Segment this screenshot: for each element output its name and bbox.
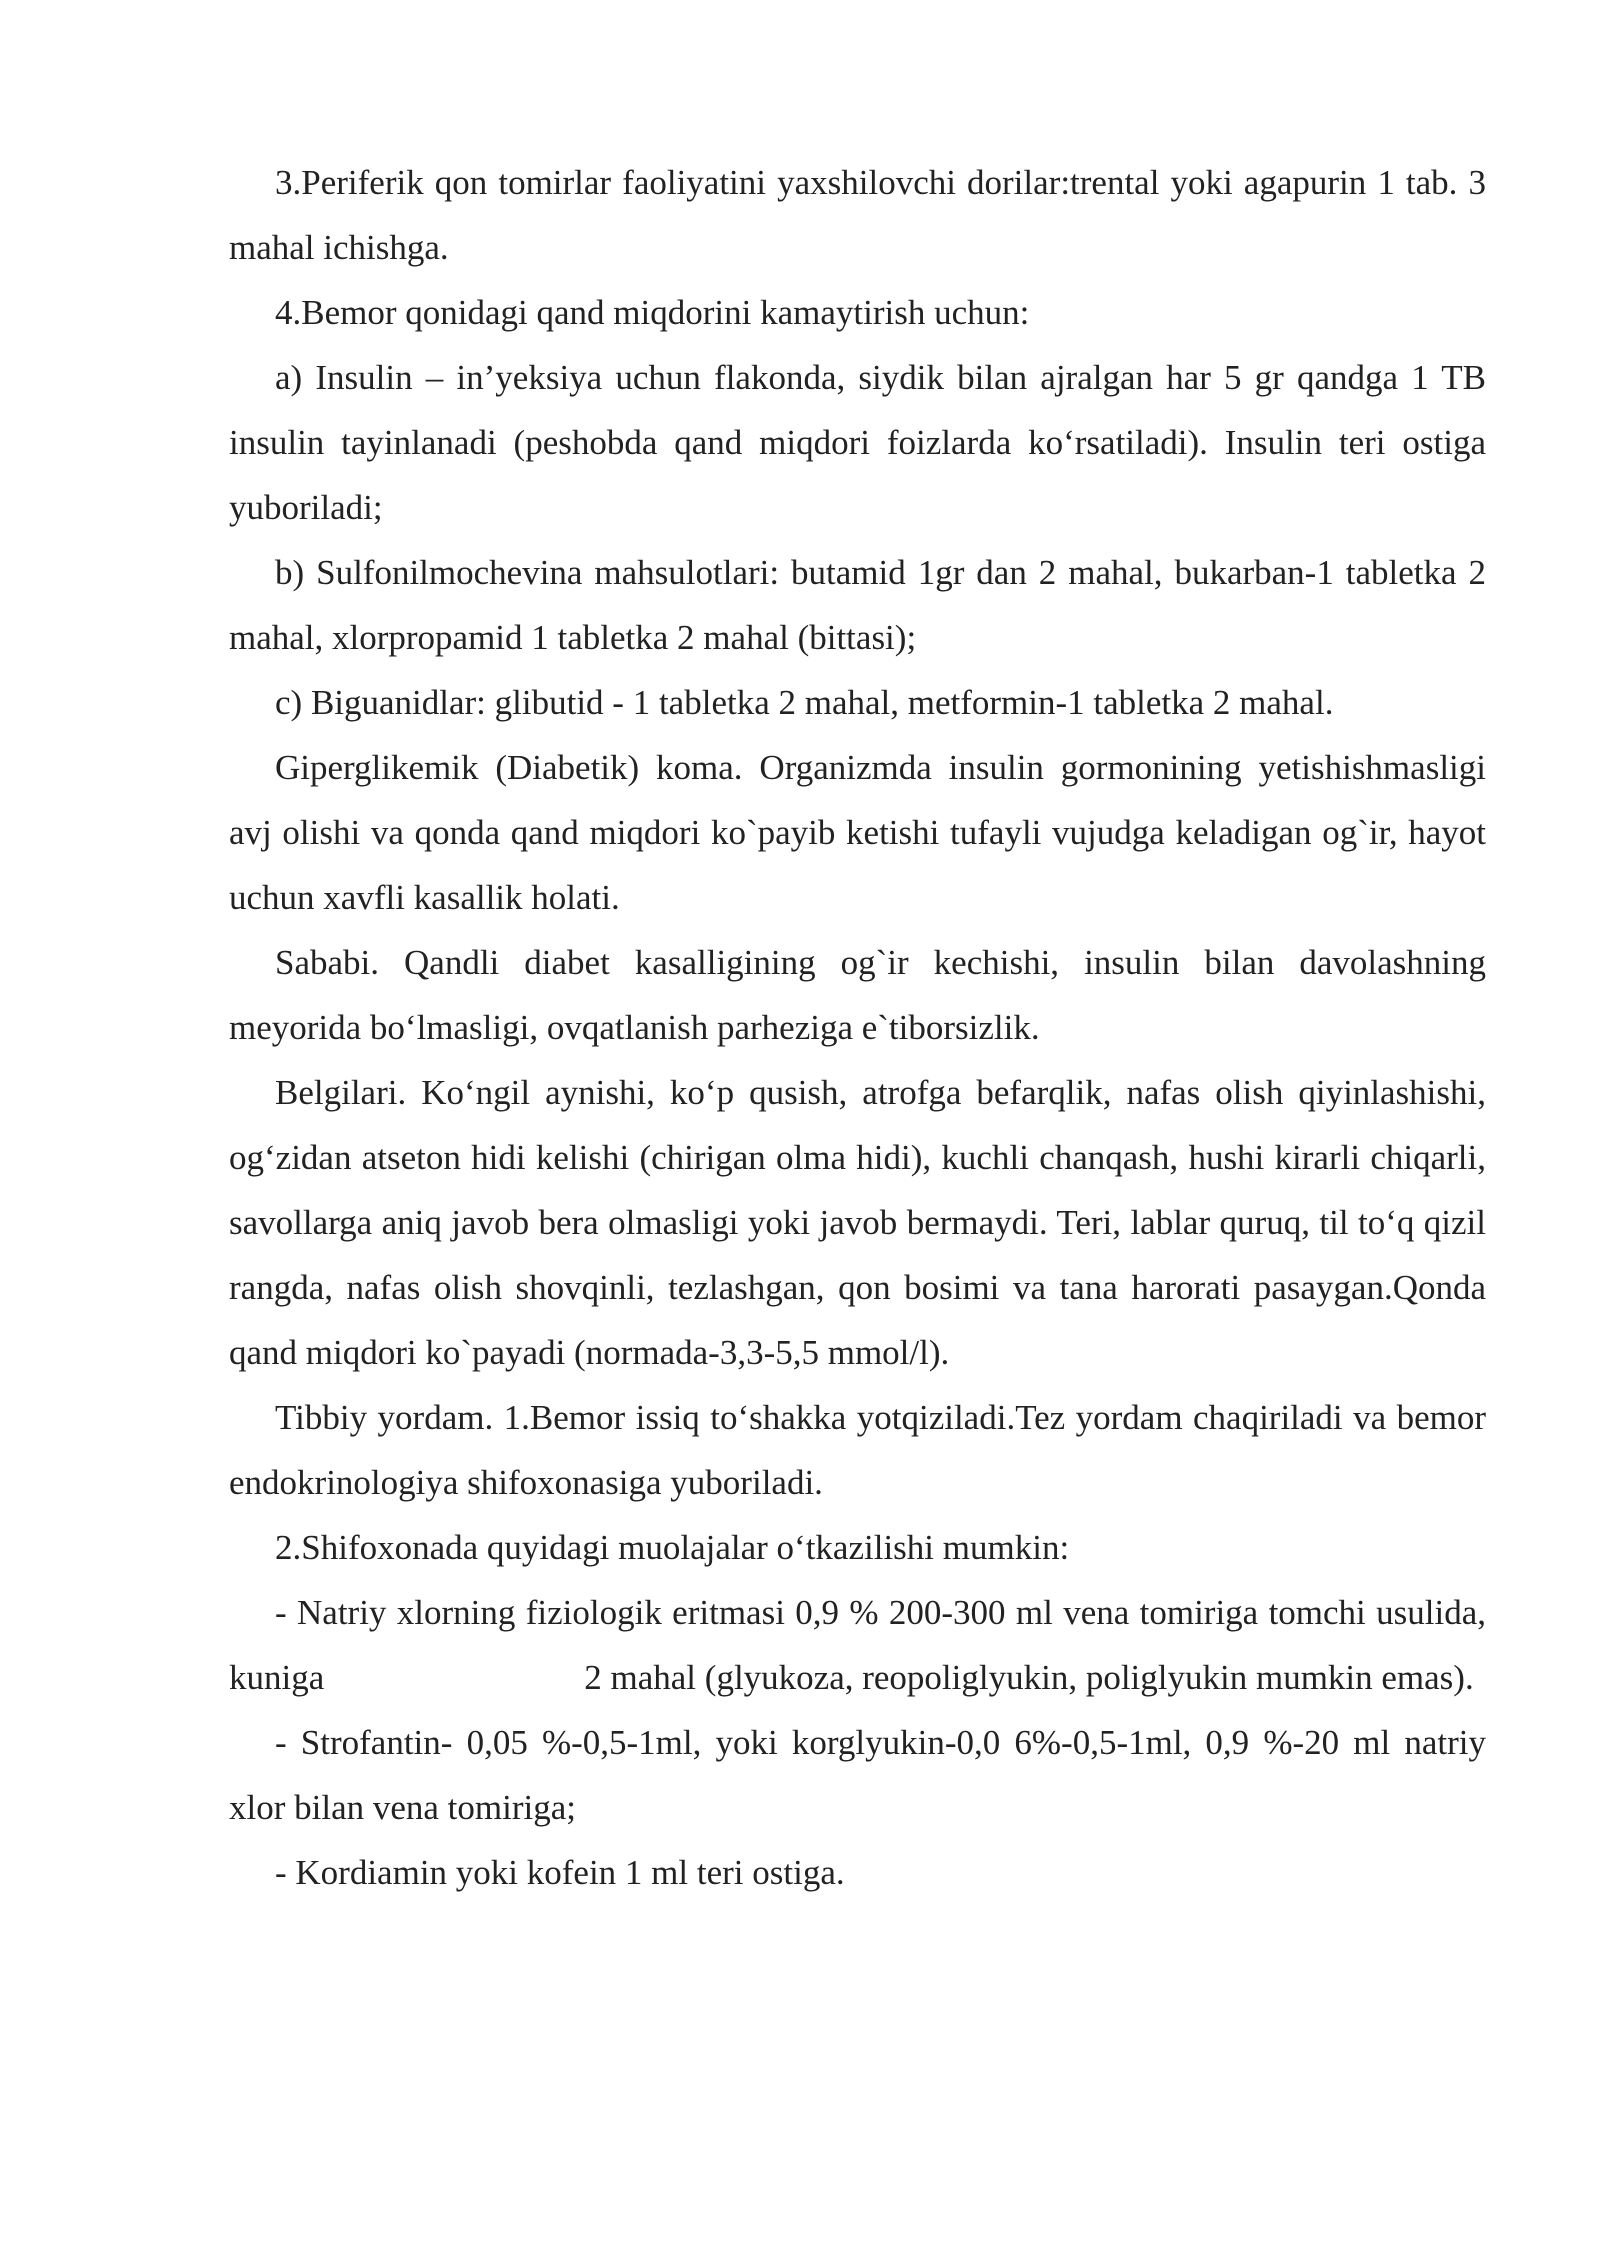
- paragraph-biguanidlar: c) Biguanidlar: glibutid - 1 tabletka 2 mahal, metformin-1 tabletka 2 mahal.: [275, 683, 1334, 722]
- paragraph-strofantin: - Strofantin- 0,05 %-0,5-1ml, yoki korglyukin-0,0 6%-0,5-1ml, 0,9 %-20 ml natriy xlor bilan vena tomiriga;: [229, 1723, 1486, 1827]
- paragraph-sulfonilmochevina: b) Sulfonilmochevina mahsulotlari: butamid 1gr dan 2 mahal, bukarban-1 tabletka 2 mahal, xlorpropamid 1 tabletka 2 mahal (bittasi);: [229, 553, 1486, 657]
- paragraph-giperglikemik-koma: Giperglikemik (Diabetik) koma. Organizmda insulin gormonining yetishishmasligi avj olishi va qonda qand miqdori ko`payib ketishi tufayli vujudga keladigan og`ir, hayot uchun xavfli kasallik holati.: [229, 748, 1486, 917]
- paragraph-natriy-xlor: [229, 1580, 1486, 1710]
- paragraph-belgilari: Belgilari. Ko‘ngil aynishi, ko‘p qusish, atrofga befarqlik, nafas olish qiyinlashishi, og‘zidan atseton hidi kelishi (chirigan olma hidi), kuchli chanqash, hushi kirarli chiqarli, savollarga aniq javob bera olmasligi yoki javob bermaydi. Teri, lablar quruq, til to‘q qizil rangda, nafas olish shovqinli, tezlashgan, qon bosimi va tana harorati pasaygan.Qonda qand miqdori ko`payadi (normada-3,3-5,5 mmol/l).: [229, 1073, 1486, 1372]
- natriy-text-end: 2 mahal (glyukoza, reopoliglyukin, poliglyukin mumkin emas).: [584, 1658, 1474, 1697]
- paragraph-shifoxona-muolajalar: 2.Shifoxonada quyidagi muolajalar o‘tkazilishi mumkin:: [275, 1528, 1070, 1567]
- paragraph-tibbiy-yordam: Tibbiy yordam. 1.Bemor issiq to‘shakka yotqiziladi.Tez yordam chaqiriladi va bemor endokrinologiya shifoxonasiga yuboriladi.: [229, 1398, 1486, 1502]
- document-page: [229, 150, 1486, 1905]
- paragraph-insulin: a) Insulin – in’yeksiya uchun flakonda, siydik bilan ajralgan har 5 gr qandga 1 TB insulin tayinlanadi (peshobda qand miqdori foizlarda ko‘rsatiladi). Insulin teri ostiga yuboriladi;: [229, 358, 1486, 527]
- paragraph-periferik: 3.Periferik qon tomirlar faoliyatini yaxshilovchi dorilar:trental yoki agapurin 1 tab. 3 mahal ichishga.: [229, 163, 1486, 267]
- paragraph-qand-kamaytirish: 4.Bemor qonidagi qand miqdorini kamaytirish uchun:: [275, 293, 1030, 332]
- natriy-text-start: - Natriy xlorning fiziologik eritmasi 0,9 % 200-300 ml vena tomiriga tomchi usulida, kuniga: [229, 1593, 1486, 1697]
- paragraph-kordiamin: - Kordiamin yoki kofein 1 ml teri ostiga.: [275, 1853, 845, 1892]
- paragraph-sababi: Sababi. Qandli diabet kasalligining og`ir kechishi, insulin bilan davolashning meyorida bo‘lmasligi, ovqatlanish parheziga e`tiborsizlik.: [229, 943, 1486, 1047]
